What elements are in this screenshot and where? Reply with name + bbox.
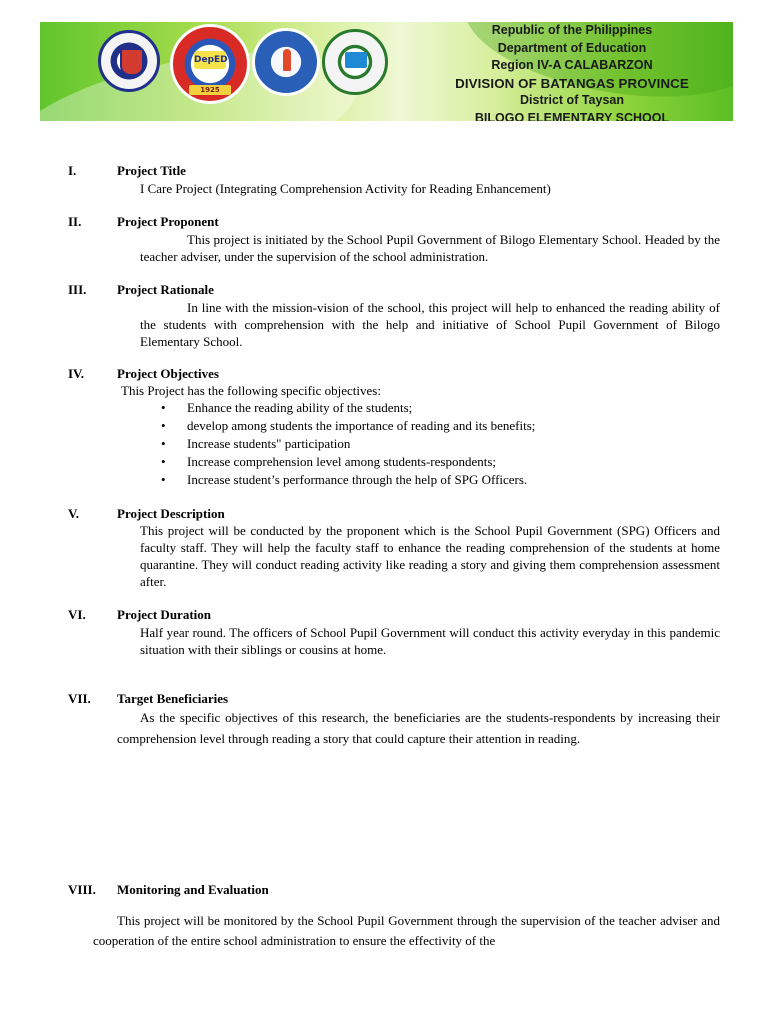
objectives-list [140,399,535,489]
list-item: • Increase students" participation [161,436,351,451]
objectives-intro: This Project has the following specific objectives: [121,383,381,398]
section-number: III. [68,282,87,297]
header-school: BILOGO ELEMENTARY SCHOOL [474,110,670,121]
project-duration-text: Half year round. The officers of School Pupil Government will conduct this activity everyday in this pandemic situation with their siblings or cousins at home. [140,625,720,657]
header-division: DIVISION OF BATANGAS PROVINCE [455,75,689,91]
header-department: Department of Education [497,40,647,55]
section-title: Project Objectives [117,366,219,381]
list-item: • Increase comprehension level among students-respondents; [161,454,497,469]
section-title: Project Duration [117,607,211,622]
bullet-icon: • [161,400,166,415]
section-title: Project Rationale [117,282,214,297]
taysan-district-seal-icon [252,28,320,96]
bullet-icon: • [161,418,166,433]
section-number: IV. [68,366,85,381]
batangas-deped-seal-icon: DepED 1925 [170,24,250,104]
bullet-icon: • [161,436,166,451]
bullet-icon: • [161,472,166,487]
section-number: I. [68,163,77,178]
section-title: Project Title [117,163,186,178]
letterhead-text [412,22,732,121]
section-title: Project Description [117,506,225,521]
section-number: II. [68,214,82,229]
section-number: VIII. [68,882,96,897]
section-title: Target Beneficiaries [117,691,229,706]
target-beneficiaries-text: As the specific objectives of this research, the beneficiaries are the students-respondents by increasing their comprehension level through reading a story that could capture their attention in reading. [117,710,720,746]
project-rationale-text: In line with the mission-vision of the school, this project will help to enhanced the reading ability of the students with comprehension with the help and initiative of School Pupil Government of Bilogo Elementary School. [140,300,720,349]
section-number: VII. [68,691,91,706]
monitoring-evaluation-text: This project will be monitored by the School Pupil Government through the supervision of the teacher adviser and cooperation of the entire school administration to ensure the effectivity of the [93,913,720,948]
deped-seal-icon [98,30,160,92]
list-item: • Enhance the reading ability of the students; [161,400,413,415]
project-title-text: I Care Project (Integrating Comprehension Activity for Reading Enhancement) [140,181,551,196]
section-number: V. [68,506,79,521]
project-description-text: This project will be conducted by the proponent which is the School Pupil Government (SPG) Officers and faculty staff. They will help the faculty staff to enhance the reading comprehension of the students at home quarantine. They will conduct reading activity like reading a story and giving them comprehension assessment after. [140,523,720,589]
bullet-icon: • [161,454,166,469]
list-item: • Increase student’s performance through the help of SPG Officers. [161,472,528,487]
list-item: • develop among students the importance of reading and its benefits; [161,418,536,433]
section-title: Project Proponent [117,214,219,229]
header-district: District of Taysan [520,93,624,108]
section-number: VI. [68,607,86,622]
project-proponent-text: This project is initiated by the School Pupil Government of Bilogo Elementary School. Headed by the teacher adviser, under the supervision of the school administration. [140,232,720,264]
header-republic: Republic of the Philippines [491,23,653,37]
header-region: Region IV-A CALABARZON [491,58,653,73]
section-title: Monitoring and Evaluation [117,882,269,897]
bilogo-school-seal-icon [322,29,388,95]
